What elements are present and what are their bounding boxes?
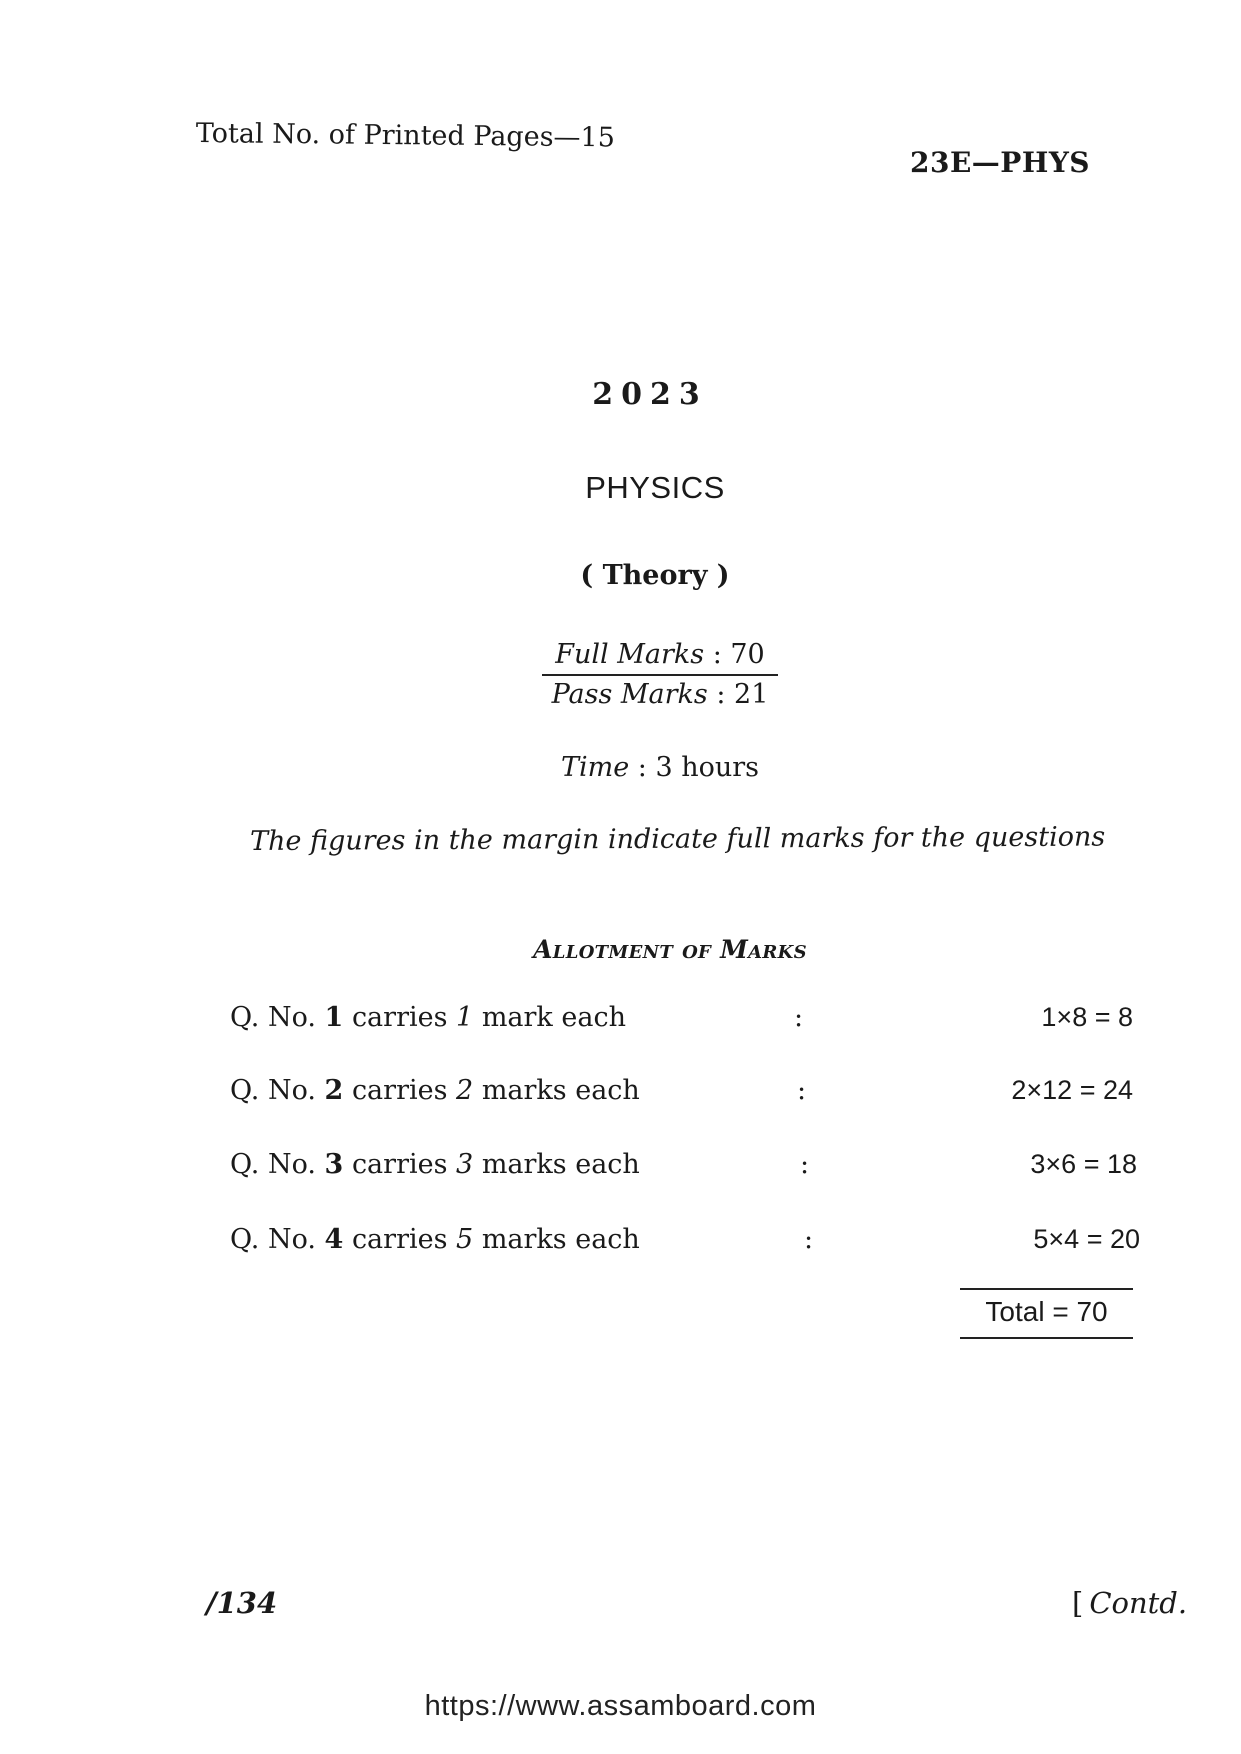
exam-time (0, 752, 1241, 783)
allotment-colon: : (804, 1224, 814, 1255)
marks-divider (542, 674, 778, 676)
full-marks (548, 638, 772, 672)
time-label: Time (560, 752, 630, 783)
continued-label (1072, 1586, 1187, 1620)
question-number: 2 (324, 1075, 344, 1106)
total-marks: Total = 70 (985, 1296, 1108, 1327)
question-number: 3 (324, 1149, 344, 1180)
marks-per-question: 2 (456, 1075, 474, 1106)
allotment-row (230, 1224, 1140, 1258)
marks-box (548, 638, 772, 712)
allotment-colon: : (800, 1149, 810, 1180)
allotment-description: Q. No. 3 carries 3 marks each (230, 1149, 640, 1180)
allotment-calc: 3×6 = 18 (1030, 1149, 1137, 1179)
exam-year: 2023 (592, 377, 708, 412)
question-number: 4 (324, 1224, 344, 1255)
continued-text: Contd. (1089, 1586, 1188, 1620)
allotment-row (230, 1002, 1133, 1036)
full-marks-value: : 70 (712, 639, 765, 670)
source-url: https://www.assamboard.com (424, 1690, 817, 1722)
time-value: : 3 hours (637, 752, 760, 783)
total-printed-pages: Total No. of Printed Pages—15 (195, 118, 616, 154)
allotment-description: Q. No. 4 carries 5 marks each (230, 1224, 640, 1255)
continued-bracket: [ (1072, 1586, 1084, 1620)
paper-code: 23E—PHYS (910, 146, 1091, 179)
total-rule-bottom (960, 1337, 1133, 1339)
allotment-row (230, 1149, 1137, 1183)
marks-per-question: 5 (456, 1224, 474, 1255)
allotment-description: Q. No. 1 carries 1 mark each (230, 1002, 626, 1033)
question-number: 1 (324, 1002, 344, 1033)
allotment-description: Q. No. 2 carries 2 marks each (230, 1075, 640, 1106)
allotment-heading: Allotment of Marks (533, 935, 807, 964)
marks-per-question: 1 (456, 1002, 474, 1033)
full-marks-label: Full Marks (555, 639, 705, 670)
allotment-calc: 2×12 = 24 (1011, 1075, 1133, 1105)
pass-marks (548, 678, 772, 712)
subject-title: PHYSICS (585, 470, 725, 505)
page-id: /134 (206, 1586, 278, 1620)
allotment-calc: 1×8 = 8 (1041, 1002, 1133, 1032)
allotment-colon: : (797, 1075, 807, 1106)
pass-marks-value: : 21 (716, 679, 769, 710)
marks-per-question: 3 (456, 1149, 474, 1180)
pass-marks-label: Pass Marks (551, 679, 708, 710)
total-rule-top (960, 1288, 1133, 1290)
instruction-text: The figures in the margin indicate full marks for the questions (250, 821, 1106, 857)
allotment-row (230, 1075, 1133, 1109)
allotment-calc: 5×4 = 20 (1033, 1224, 1140, 1254)
paper-type: ( Theory ) (580, 560, 730, 591)
allotment-colon: : (794, 1002, 804, 1033)
